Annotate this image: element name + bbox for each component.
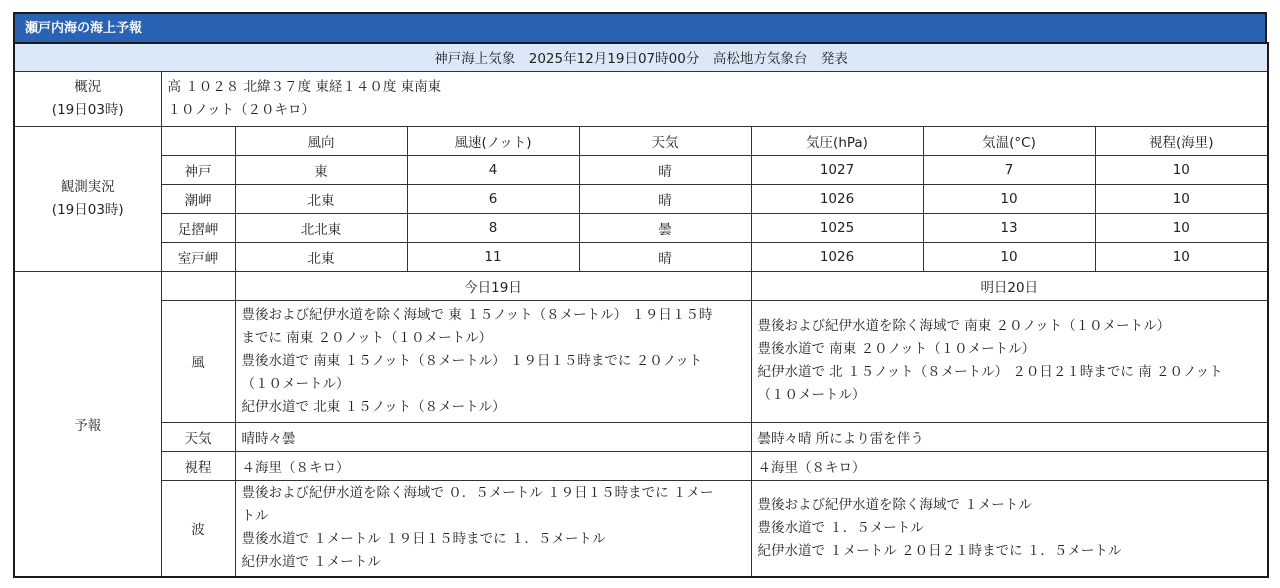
visibility-tomorrow: ４海里（８キロ）	[751, 451, 1268, 480]
observation-label-time: (19日03時)	[51, 201, 124, 218]
overview-label-time: (19日03時)	[51, 101, 124, 118]
forecast-panel	[13, 12, 1267, 578]
table-cell: 7	[923, 155, 1095, 184]
wind-today	[235, 300, 751, 422]
station-name: 室戸岬	[161, 242, 235, 271]
column-header: 気温(°C)	[923, 126, 1095, 155]
text-line: 紀伊水道で 北東 １５ノット（８メートル）	[241, 398, 506, 415]
panel-title: 瀬戸内海の海上予報	[13, 12, 1267, 42]
table-cell: 10	[1095, 242, 1268, 271]
table-cell: 11	[407, 242, 579, 271]
text-line: （１０メートル）	[241, 375, 350, 392]
overview-text-line: 高 １０２８ 北緯３７度 東経１４０度 東南東	[167, 78, 442, 95]
day-header-today: 今日19日	[235, 271, 751, 300]
table-row	[14, 184, 1268, 213]
text-line: （１０メートル）	[757, 387, 866, 403]
table-cell: 晴	[579, 184, 751, 213]
wind-tomorrow	[751, 300, 1268, 422]
text-line: 紀伊水道で 北 １５ノット（８メートル） ２０日２１時までに 南 ２０ノット	[757, 364, 1223, 380]
text-line: 豊後水道で 南東 １５ノット（８メートル） １９日１５時までに ２０ノット	[241, 352, 703, 369]
station-name: 神戸	[161, 155, 235, 184]
column-header: 風速(ノット)	[407, 126, 579, 155]
overview-text-line: １０ノット（２０キロ）	[167, 101, 316, 118]
text-line: までに 南東 ２０ノット（１０メートル）	[241, 329, 493, 346]
waves-tomorrow	[751, 480, 1268, 577]
text-line: 豊後水道で 南東 ２０ノット（１０メートル）	[757, 341, 1036, 357]
visibility-label: 視程	[161, 451, 235, 480]
observation-header-blank	[161, 126, 235, 155]
table-cell: 4	[407, 155, 579, 184]
table-cell: 北北東	[235, 213, 407, 242]
station-name: 潮岬	[161, 184, 235, 213]
observation-label	[14, 126, 161, 271]
overview-text	[161, 71, 1268, 126]
table-cell: 13	[923, 213, 1095, 242]
table-cell: 6	[407, 184, 579, 213]
table-cell: 東	[235, 155, 407, 184]
table-cell: 曇	[579, 213, 751, 242]
visibility-today: ４海里（８キロ）	[235, 451, 751, 480]
table-row	[14, 155, 1268, 184]
table-cell: 8	[407, 213, 579, 242]
text-line: 紀伊水道で １メートル ２０日２１時までに １．５メートル	[757, 542, 1122, 559]
overview-label-title: 概況	[74, 78, 102, 95]
forecast-label: 予報	[14, 271, 161, 577]
column-header: 風向	[235, 126, 407, 155]
text-line: 豊後および紀伊水道を除く海域で １メートル	[757, 496, 1032, 513]
column-header: 視程(海里)	[1095, 126, 1268, 155]
table-cell: 1027	[751, 155, 923, 184]
weather-label: 天気	[161, 422, 235, 451]
waves-today	[235, 480, 751, 577]
weather-tomorrow: 曇時々晴 所により雷を伴う	[751, 422, 1268, 451]
table-row	[14, 213, 1268, 242]
column-header: 気圧(hPa)	[751, 126, 923, 155]
table-cell: 10	[1095, 184, 1268, 213]
table-row	[14, 242, 1268, 271]
table-cell: 10	[923, 242, 1095, 271]
table-cell: 1026	[751, 184, 923, 213]
table-cell: 1025	[751, 213, 923, 242]
text-line: 豊後および紀伊水道を除く海域で 南東 ２０ノット（１０メートル）	[757, 318, 1171, 334]
text-line: 豊後および紀伊水道を除く海域で ０．５メートル １９日１５時までに １メー	[241, 485, 714, 502]
text-line: 豊後水道で １メートル １９日１５時までに １．５メートル	[241, 531, 606, 548]
overview-label	[14, 71, 161, 126]
text-line: トル	[241, 508, 269, 525]
text-line: 紀伊水道で １メートル	[241, 554, 381, 571]
table-cell: 1026	[751, 242, 923, 271]
table-cell: 晴	[579, 242, 751, 271]
forecast-header-blank	[161, 271, 235, 300]
weather-today: 晴時々曇	[235, 422, 751, 451]
table-cell: 10	[923, 184, 1095, 213]
wind-label: 風	[161, 300, 235, 422]
table-cell: 晴	[579, 155, 751, 184]
observation-label-title: 観測実況	[60, 178, 115, 195]
column-header: 天気	[579, 126, 751, 155]
text-line: 豊後水道で １．５メートル	[757, 519, 924, 536]
table-cell: 10	[1095, 155, 1268, 184]
text-line: 豊後および紀伊水道を除く海域で 東 １５ノット（８メートル） １９日１５時	[241, 306, 713, 323]
table-cell: 北東	[235, 242, 407, 271]
forecast-table	[13, 42, 1269, 578]
waves-label: 波	[161, 480, 235, 577]
station-name: 足摺岬	[161, 213, 235, 242]
issued-line: 神戸海上気象 2025年12月19日07時00分 高松地方気象台 発表	[14, 43, 1268, 71]
table-cell: 10	[1095, 213, 1268, 242]
table-cell: 北東	[235, 184, 407, 213]
day-header-tomorrow: 明日20日	[751, 271, 1268, 300]
